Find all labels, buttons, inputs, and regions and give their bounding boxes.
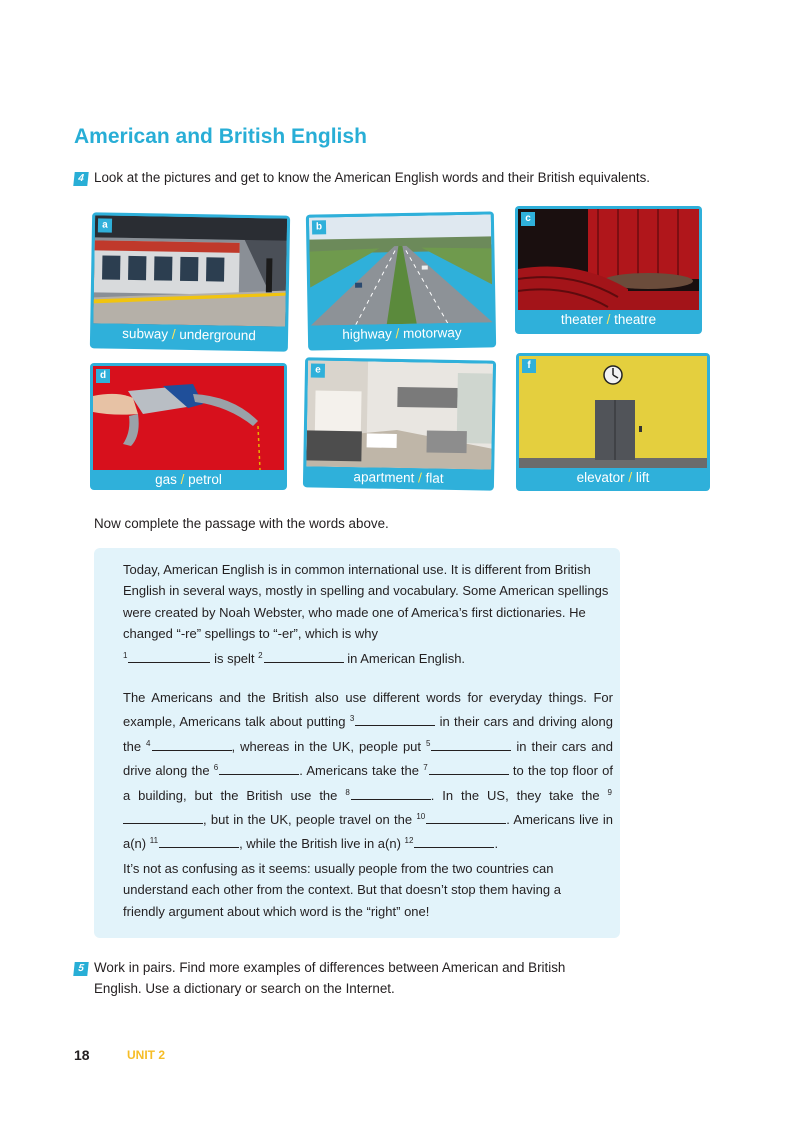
gap-number: 6 xyxy=(213,763,219,773)
paragraph-text: in their cars and driving along the xyxy=(123,714,613,754)
gap-number: 7 xyxy=(423,763,428,773)
caption-e xyxy=(306,466,491,489)
american-word-d: gas xyxy=(155,472,177,487)
gap-number: 11 xyxy=(149,836,159,846)
american-word-a: subway xyxy=(122,325,169,342)
caption-c xyxy=(518,310,699,330)
caption-separator: / xyxy=(171,326,176,342)
paragraph-text: , but in the UK, people travel on the xyxy=(203,812,413,828)
highway-road-image xyxy=(309,214,493,325)
british-word-b: motorway xyxy=(402,324,462,341)
american-word-e: apartment xyxy=(353,469,415,486)
gap-number: 8 xyxy=(345,787,350,797)
american-word-b: highway xyxy=(342,326,392,343)
paragraph-text: The Americans and the British also use different words for everyday things. For example, Americans talk about putting xyxy=(123,690,613,730)
theatre-seats-image xyxy=(518,209,699,310)
gap-blank-1 xyxy=(128,648,210,663)
complete-instruction: Now complete the passage with the words above. xyxy=(94,516,389,531)
gap-number: 2 xyxy=(258,650,263,660)
caption-separator: / xyxy=(417,470,422,486)
paragraph-text: in American English. xyxy=(347,650,466,666)
gap-blank-2 xyxy=(264,648,344,663)
gap-number: 12 xyxy=(404,836,414,846)
caption-separator: / xyxy=(606,312,611,327)
train-platform-image xyxy=(93,215,287,326)
picture-letter-d: d xyxy=(96,369,110,383)
picture-letter-b: b xyxy=(312,220,326,234)
american-word-c: theater xyxy=(560,312,603,327)
unit-label: UNIT 2 xyxy=(127,1048,166,1062)
picture-card-d xyxy=(90,363,287,490)
paragraph-text: in their cars and drive along the xyxy=(123,738,613,779)
passage-paragraph-3: It’s not as confusing as it seems: usually people from the two countries can understand each other from the context. But that doesn’t stop them having a friendly argument about which word is the “right” one! xyxy=(123,861,561,919)
caption-f xyxy=(519,468,707,488)
british-word-a: underground xyxy=(179,326,257,344)
gap-blank-12 xyxy=(414,833,494,848)
paragraph-text: . In the US, they take the xyxy=(430,787,600,803)
paragraph-text: Today, American English is in common international use. It is different from British English in several ways, mostly in spelling and vocabulary. Some American spellings were created by Noah Webster, who made one of America’s first dictionaries. He changed “-re” spellings to “-er”, which is why xyxy=(123,562,609,642)
caption-separator: / xyxy=(395,326,400,342)
picture-card-f xyxy=(516,353,710,491)
paragraph-text: , while the British live in a(n) xyxy=(239,836,401,852)
gap-blank-11 xyxy=(159,833,239,848)
british-word-f: lift xyxy=(635,470,650,485)
american-word-f: elevator xyxy=(576,470,625,485)
caption-d xyxy=(93,470,284,490)
exercise-5-number: 5 xyxy=(73,962,88,976)
caption-separator: / xyxy=(180,472,185,487)
exercise-4-number: 4 xyxy=(73,172,88,186)
paragraph-text: . Americans take the xyxy=(299,763,419,779)
caption-b xyxy=(311,322,493,345)
british-word-d: petrol xyxy=(188,472,222,487)
picture-letter-a: a xyxy=(98,218,112,232)
paragraph-text: to the top floor of a building, but the British use the xyxy=(123,763,613,803)
gap-number: 10 xyxy=(416,812,426,822)
picture-card-b xyxy=(306,211,496,350)
gap-blank-7 xyxy=(429,760,509,775)
gap-blank-6 xyxy=(219,760,299,775)
caption-separator: / xyxy=(628,470,633,485)
elevator-doors-image xyxy=(519,356,707,468)
reading-passage xyxy=(94,548,620,938)
living-room-image xyxy=(306,360,493,469)
gap-number: 4 xyxy=(146,738,151,748)
paragraph-text: is spelt xyxy=(214,650,255,666)
picture-letter-e: e xyxy=(311,363,325,377)
paragraph-text: , whereas in the UK, people put xyxy=(231,738,422,754)
passage-paragraph-1 xyxy=(123,559,613,669)
gap-blank-10 xyxy=(426,809,506,824)
section-title: American and British English xyxy=(74,125,367,148)
gap-number: 1 xyxy=(123,650,128,660)
british-word-c: theatre xyxy=(614,312,657,327)
gap-number: 5 xyxy=(425,738,431,748)
picture-card-a xyxy=(90,212,290,351)
picture-card-c xyxy=(515,206,702,334)
gap-number: 3 xyxy=(349,714,355,724)
gap-blank-4 xyxy=(152,736,232,751)
caption-a xyxy=(93,323,285,346)
gap-number: 9 xyxy=(607,787,612,797)
gap-blank-8 xyxy=(351,785,431,800)
paragraph-text: . xyxy=(494,836,499,852)
gap-blank-9 xyxy=(123,809,203,824)
picture-letter-c: c xyxy=(521,212,535,226)
gap-blank-5 xyxy=(431,736,511,751)
gap-blank-3 xyxy=(355,711,435,726)
exercise-5-instruction: Work in pairs. Find more examples of differences between American and British English. Use a dictionary or search on the Internet. xyxy=(94,960,566,996)
page-number: 18 xyxy=(74,1047,90,1063)
picture-card-e xyxy=(303,357,496,490)
exercise-4-instruction: Look at the pictures and get to know the American English words and their British equivalents. xyxy=(94,170,651,185)
fuel-nozzle-image xyxy=(93,366,284,470)
paragraph-text: . Americans live in a(n) xyxy=(123,812,613,852)
passage-paragraph-2 xyxy=(123,687,613,855)
picture-letter-f: f xyxy=(522,359,536,373)
british-word-e: flat xyxy=(425,470,444,486)
